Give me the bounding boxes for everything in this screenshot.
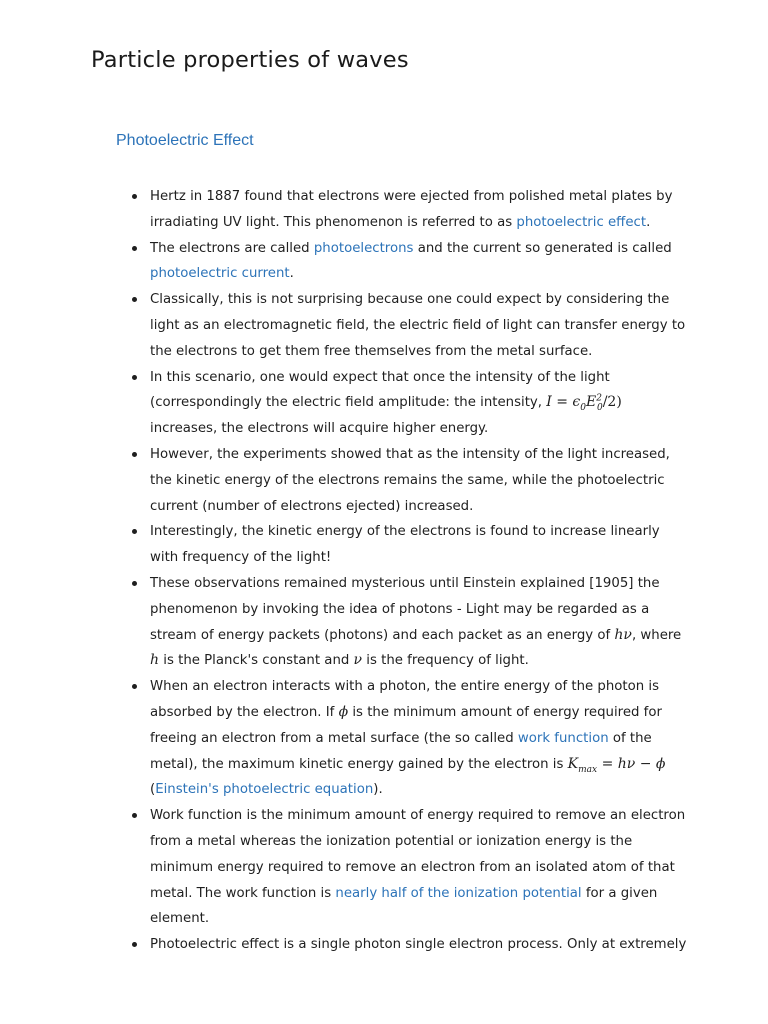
- list-item: Hertz in 1887 found that electrons were ejected from polished metal plates by irradiating UV light. This phenomenon is referred to as photoelectric effect.: [150, 184, 682, 236]
- bullet-dot: [132, 942, 137, 947]
- list-item: Photoelectric effect is a single photon single electron process. Only at extremely: [150, 932, 682, 958]
- bullet-dot: [132, 684, 137, 689]
- einstein-equation-formula: $K_{max} = h\nu - \phi$: [567, 755, 666, 775]
- bullet-dot: [132, 246, 137, 251]
- planck-symbol: h: [150, 652, 160, 669]
- list-item: These observations remained mysterious until Einstein explained [1905] the phenomenon by invoking the idea of photons - Light may be regarded as a stream of energy packets (photons) and each packet as an energy of hν, where h is the Planck's constant and ν is the frequency of light.: [150, 571, 682, 674]
- list-item: Work function is the minimum amount of energy required to remove an electron from a metal whereas the ionization potential or ionization energy is the minimum energy required to remove an electron from an isolated atom of that metal. The work function is nearly half of the ionization potential for a given element.: [150, 803, 682, 932]
- link-ionization-potential[interactable]: nearly half of the ionization potential: [335, 885, 582, 901]
- frequency-symbol: ν: [353, 652, 363, 669]
- list-item: The electrons are called photoelectrons and the current so generated is called photoelectric current.: [150, 236, 682, 288]
- link-einstein-equation[interactable]: Einstein's photoelectric equation: [155, 782, 374, 798]
- list-item: When an electron interacts with a photon, the entire energy of the photon is absorbed by the electron. If ϕ is the minimum amount of energy required for freeing an electron from a metal surface (the so called work function of the metal), the maximum kinetic energy gained by the electron is $K_{max} = h\nu - \phi$ (Einstein's photoelectric equation).: [150, 674, 682, 803]
- photon-energy-formula: hν: [614, 626, 632, 643]
- link-photoelectrons[interactable]: photoelectrons: [313, 240, 414, 256]
- list-item: Interestingly, the kinetic energy of the electrons is found to increase linearly with frequency of the light!: [150, 519, 682, 571]
- page-title: Particle properties of waves: [91, 47, 409, 73]
- link-work-function[interactable]: work function: [517, 730, 609, 746]
- bullet-dot: [132, 813, 137, 818]
- link-photoelectric-current[interactable]: photoelectric current: [150, 266, 290, 282]
- intensity-formula: $I = \epsilon_0E^2_0/2$): [546, 393, 622, 414]
- bullet-dot: [132, 529, 137, 534]
- list-item: In this scenario, one would expect that once the intensity of the light (correspondingly the electric field amplitude: the intensity, $I = \epsilon_0E^2_0/2$) increases, the electrons will acquire higher energy.: [150, 365, 682, 442]
- list-item: However, the experiments showed that as the intensity of the light increased, the kinetic energy of the electrons remains the same, while the photoelectric current (number of electrons ejected) increased.: [150, 442, 682, 519]
- bullet-list: [150, 184, 687, 958]
- bullet-dot: [132, 194, 137, 199]
- bullet-dot: [132, 581, 137, 586]
- bullet-dot: [132, 297, 137, 302]
- bullet-dot: [132, 452, 137, 457]
- section-heading: Photoelectric Effect: [116, 132, 254, 149]
- bullet-dot: [132, 375, 137, 380]
- work-function-symbol: ϕ: [338, 703, 349, 720]
- link-photoelectric-effect[interactable]: photoelectric effect: [516, 214, 647, 230]
- list-item: Classically, this is not surprising because one could expect by considering the light as an electromagnetic field, the electric field of light can transfer energy to the electrons to get them free themselves from the metal surface.: [150, 287, 682, 364]
